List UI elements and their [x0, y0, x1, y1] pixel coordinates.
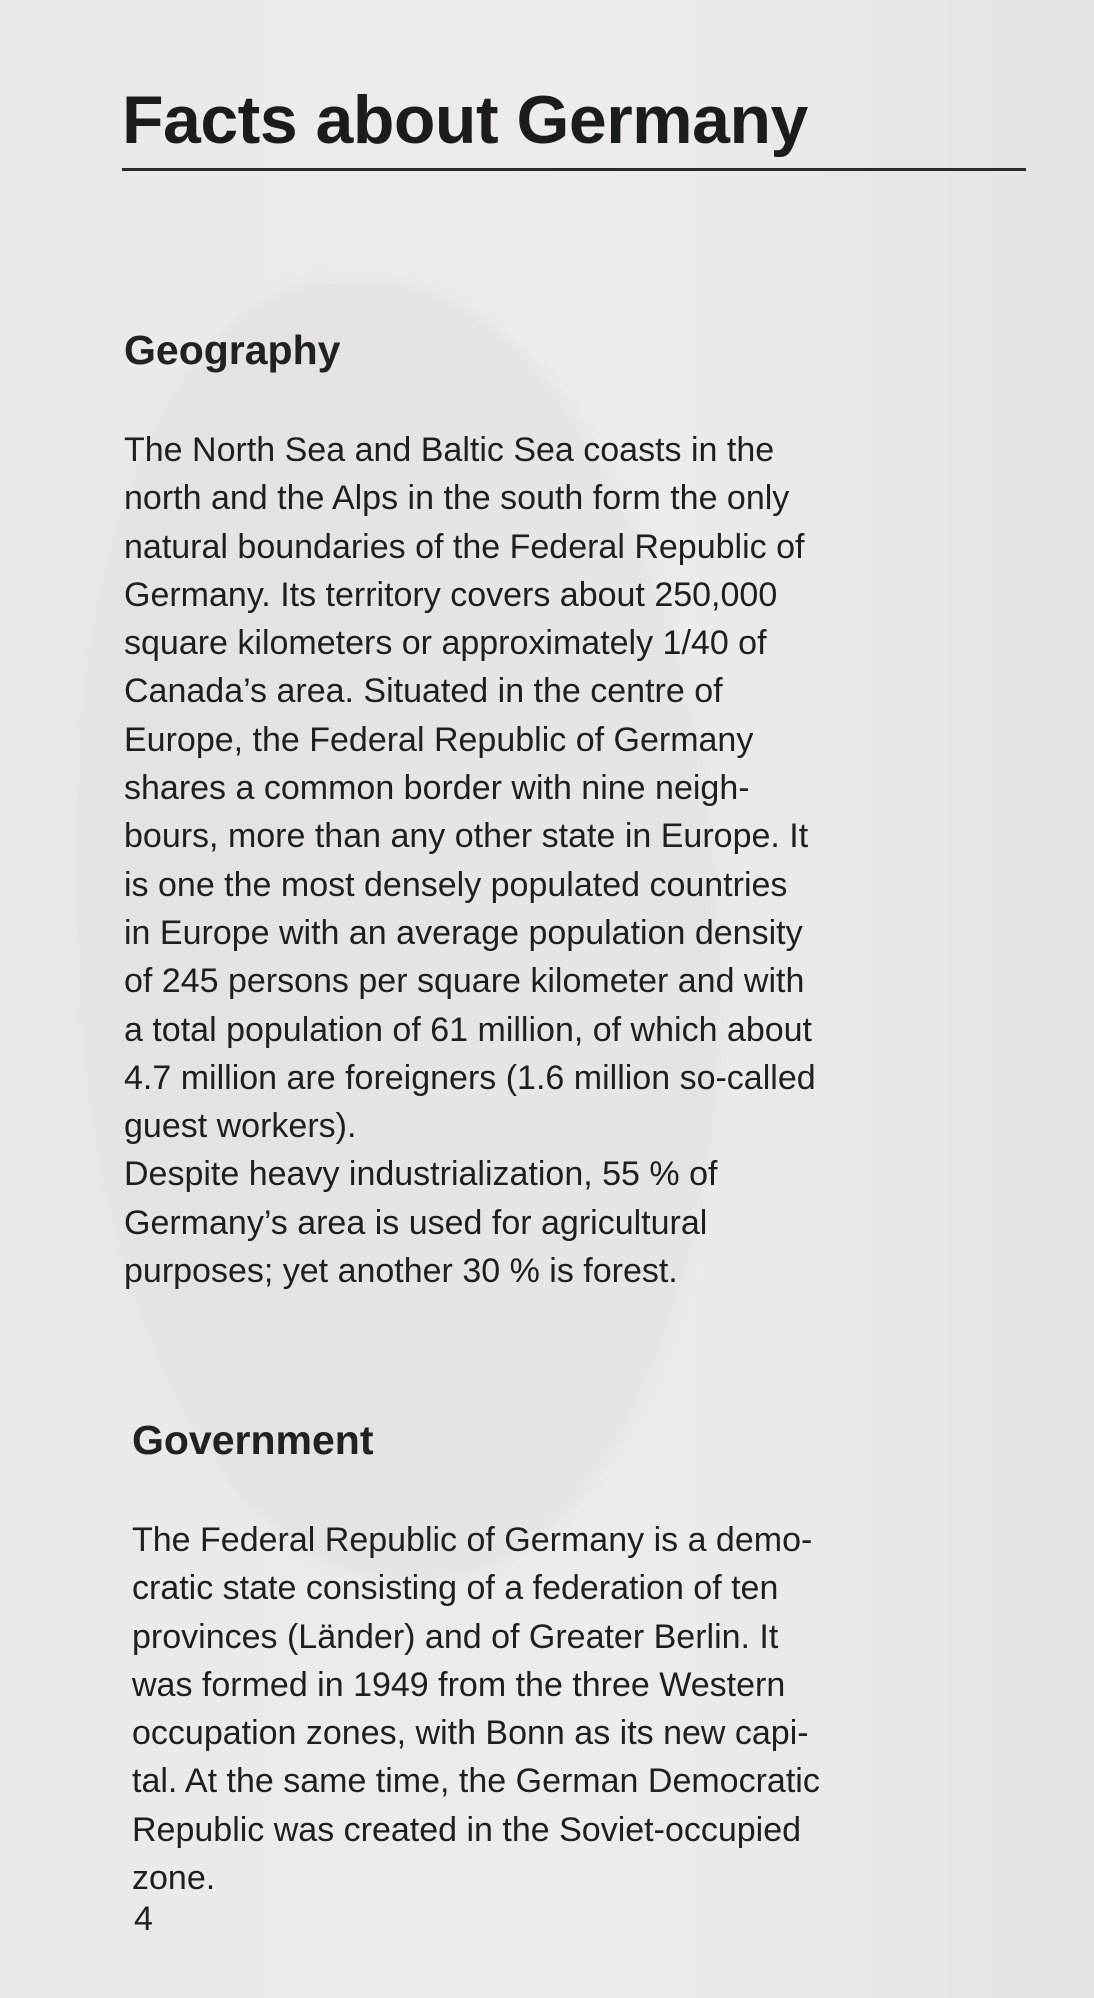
text-line: Despite heavy industrialization, 55 % of — [124, 1155, 718, 1194]
text-line: 4.7 million are foreigners (1.6 million so-called — [124, 1058, 816, 1097]
text-line: square kilometers or approximately 1/40 of — [124, 624, 767, 663]
text-line: of 245 persons per square kilometer and with — [124, 962, 805, 1001]
page-number: 4 — [134, 1900, 153, 1938]
text-line: guest workers). — [124, 1107, 357, 1146]
geography-paragraph — [124, 426, 816, 1295]
text-line: is one the most densely populated countries — [124, 865, 788, 904]
text-line: Republic was created in the Soviet-occupied — [132, 1810, 802, 1849]
text-line: cratic state consisting of a federation of ten — [132, 1569, 779, 1608]
text-line: occupation zones, with Bonn as its new capi- — [132, 1714, 809, 1753]
text-line: Canada’s area. Situated in the centre of — [124, 672, 723, 711]
text-line: Europe, the Federal Republic of Germany — [124, 720, 754, 759]
text-line: bours, more than any other state in Europe. It — [124, 817, 809, 856]
text-line: zone. — [132, 1859, 216, 1898]
page-title: Facts about Germany — [122, 82, 808, 158]
government-paragraph — [132, 1516, 820, 1902]
title-block — [122, 82, 1026, 171]
title-rule — [122, 168, 1026, 171]
text-line: The North Sea and Baltic Sea coasts in the — [124, 431, 775, 469]
text-line: purposes; yet another 30 % is forest. — [124, 1252, 678, 1291]
text-line: natural boundaries of the Federal Republic of — [124, 527, 805, 566]
text-line: Germany’s area is used for agricultural — [124, 1203, 708, 1242]
text-line: north and the Alps in the south form the only — [124, 479, 790, 518]
text-line: provinces (Länder) and of Greater Berlin. It — [132, 1617, 779, 1656]
text-line: in Europe with an average population density — [124, 913, 803, 952]
text-line: a total population of 61 million, of which about — [124, 1010, 813, 1049]
text-line: shares a common border with nine neigh- — [124, 769, 750, 808]
text-line: The Federal Republic of Germany is a demo- — [132, 1521, 813, 1559]
text-line: was formed in 1949 from the three Western — [132, 1665, 786, 1704]
section-heading-government: Government — [132, 1417, 374, 1463]
text-line: Germany. Its territory covers about 250,000 — [124, 575, 778, 614]
text-line: tal. At the same time, the German Democratic — [132, 1762, 820, 1801]
section-heading-geography: Geography — [124, 327, 341, 373]
